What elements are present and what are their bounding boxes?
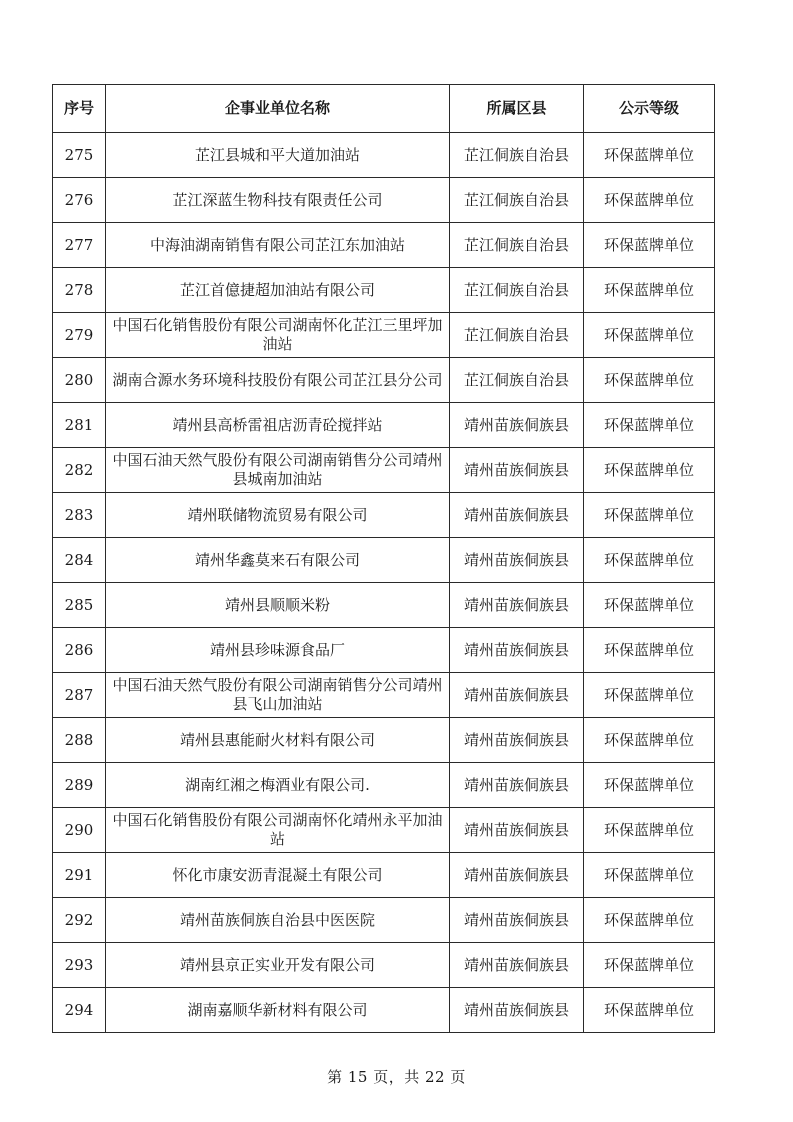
cell-level: 环保蓝牌单位 <box>584 223 715 268</box>
table-body <box>53 133 715 1033</box>
cell-district: 靖州苗族侗族县 <box>450 853 584 898</box>
table-row <box>53 493 715 538</box>
cell-name: 芷江县城和平大道加油站 <box>106 133 450 178</box>
cell-level: 环保蓝牌单位 <box>584 853 715 898</box>
cell-level: 环保蓝牌单位 <box>584 628 715 673</box>
cell-level: 环保蓝牌单位 <box>584 763 715 808</box>
table-header-row <box>53 85 715 133</box>
table-row <box>53 583 715 628</box>
table-row <box>53 673 715 718</box>
cell-no: 286 <box>53 628 106 673</box>
cell-no: 276 <box>53 178 106 223</box>
cell-name: 芷江深蓝生物科技有限责任公司 <box>106 178 450 223</box>
cell-level: 环保蓝牌单位 <box>584 493 715 538</box>
cell-level: 环保蓝牌单位 <box>584 943 715 988</box>
cell-no: 290 <box>53 808 106 853</box>
cell-level: 环保蓝牌单位 <box>584 178 715 223</box>
cell-no: 278 <box>53 268 106 313</box>
page-footer: 第 15 页，共 22 页 <box>327 1068 466 1086</box>
cell-district: 芷江侗族自治县 <box>450 268 584 313</box>
table-row <box>53 133 715 178</box>
cell-district: 芷江侗族自治县 <box>450 178 584 223</box>
cell-name: 靖州华鑫莫来石有限公司 <box>106 538 450 583</box>
cell-district: 靖州苗族侗族县 <box>450 493 584 538</box>
cell-district: 靖州苗族侗族县 <box>450 583 584 628</box>
cell-district: 靖州苗族侗族县 <box>450 538 584 583</box>
table-row <box>53 313 715 358</box>
cell-level: 环保蓝牌单位 <box>584 358 715 403</box>
table-row <box>53 358 715 403</box>
cell-district: 靖州苗族侗族县 <box>450 898 584 943</box>
cell-level: 环保蓝牌单位 <box>584 403 715 448</box>
table-row <box>53 763 715 808</box>
table-row <box>53 448 715 493</box>
header-district: 所属区县 <box>450 85 584 133</box>
cell-name: 中国石油天然气股份有限公司湖南销售分公司靖州县飞山加油站 <box>106 673 450 718</box>
cell-no: 292 <box>53 898 106 943</box>
cell-name: 靖州县京正实业开发有限公司 <box>106 943 450 988</box>
table-row <box>53 268 715 313</box>
cell-name: 靖州苗族侗族自治县中医医院 <box>106 898 450 943</box>
cell-no: 281 <box>53 403 106 448</box>
table-row <box>53 718 715 763</box>
cell-level: 环保蓝牌单位 <box>584 673 715 718</box>
cell-name: 怀化市康安沥青混凝土有限公司 <box>106 853 450 898</box>
table-row <box>53 808 715 853</box>
header-name: 企事业单位名称 <box>106 85 450 133</box>
cell-district: 靖州苗族侗族县 <box>450 943 584 988</box>
cell-name: 靖州县惠能耐火材料有限公司 <box>106 718 450 763</box>
cell-name: 中国石化销售股份有限公司湖南怀化靖州永平加油站 <box>106 808 450 853</box>
cell-no: 288 <box>53 718 106 763</box>
cell-name: 中海油湖南销售有限公司芷江东加油站 <box>106 223 450 268</box>
cell-name: 中国石油天然气股份有限公司湖南销售分公司靖州县城南加油站 <box>106 448 450 493</box>
cell-no: 283 <box>53 493 106 538</box>
cell-level: 环保蓝牌单位 <box>584 448 715 493</box>
cell-level: 环保蓝牌单位 <box>584 808 715 853</box>
table-row <box>53 403 715 448</box>
header-level: 公示等级 <box>584 85 715 133</box>
cell-no: 285 <box>53 583 106 628</box>
cell-name: 中国石化销售股份有限公司湖南怀化芷江三里坪加油站 <box>106 313 450 358</box>
table-row <box>53 178 715 223</box>
cell-level: 环保蓝牌单位 <box>584 988 715 1033</box>
cell-level: 环保蓝牌单位 <box>584 538 715 583</box>
cell-name: 湖南合源水务环境科技股份有限公司芷江县分公司 <box>106 358 450 403</box>
table-row <box>53 853 715 898</box>
cell-level: 环保蓝牌单位 <box>584 718 715 763</box>
cell-district: 靖州苗族侗族县 <box>450 673 584 718</box>
cell-district: 靖州苗族侗族县 <box>450 448 584 493</box>
cell-no: 293 <box>53 943 106 988</box>
cell-no: 282 <box>53 448 106 493</box>
header-no: 序号 <box>53 85 106 133</box>
cell-district: 芷江侗族自治县 <box>450 313 584 358</box>
cell-no: 284 <box>53 538 106 583</box>
cell-level: 环保蓝牌单位 <box>584 898 715 943</box>
cell-district: 靖州苗族侗族县 <box>450 808 584 853</box>
cell-no: 277 <box>53 223 106 268</box>
table-row <box>53 943 715 988</box>
cell-name: 靖州县顺顺米粉 <box>106 583 450 628</box>
cell-no: 289 <box>53 763 106 808</box>
cell-district: 靖州苗族侗族县 <box>450 628 584 673</box>
cell-no: 280 <box>53 358 106 403</box>
cell-district: 靖州苗族侗族县 <box>450 718 584 763</box>
cell-name: 湖南嘉顺华新材料有限公司 <box>106 988 450 1033</box>
cell-level: 环保蓝牌单位 <box>584 313 715 358</box>
table-row <box>53 538 715 583</box>
cell-name: 靖州县珍味源食品厂 <box>106 628 450 673</box>
cell-district: 靖州苗族侗族县 <box>450 763 584 808</box>
table-row <box>53 988 715 1033</box>
table-row <box>53 898 715 943</box>
cell-name: 靖州联储物流贸易有限公司 <box>106 493 450 538</box>
cell-district: 靖州苗族侗族县 <box>450 403 584 448</box>
cell-no: 279 <box>53 313 106 358</box>
table-row <box>53 223 715 268</box>
cell-no: 291 <box>53 853 106 898</box>
cell-no: 294 <box>53 988 106 1033</box>
cell-level: 环保蓝牌单位 <box>584 268 715 313</box>
cell-no: 275 <box>53 133 106 178</box>
cell-name: 湖南红湘之梅酒业有限公司. <box>106 763 450 808</box>
cell-no: 287 <box>53 673 106 718</box>
cell-level: 环保蓝牌单位 <box>584 133 715 178</box>
cell-district: 靖州苗族侗族县 <box>450 988 584 1033</box>
cell-district: 芷江侗族自治县 <box>450 133 584 178</box>
cell-name: 靖州县高桥雷祖店沥青砼搅拌站 <box>106 403 450 448</box>
cell-district: 芷江侗族自治县 <box>450 358 584 403</box>
enterprise-table <box>52 84 715 1033</box>
table-row <box>53 628 715 673</box>
cell-district: 芷江侗族自治县 <box>450 223 584 268</box>
cell-level: 环保蓝牌单位 <box>584 583 715 628</box>
cell-name: 芷江首億捷超加油站有限公司 <box>106 268 450 313</box>
